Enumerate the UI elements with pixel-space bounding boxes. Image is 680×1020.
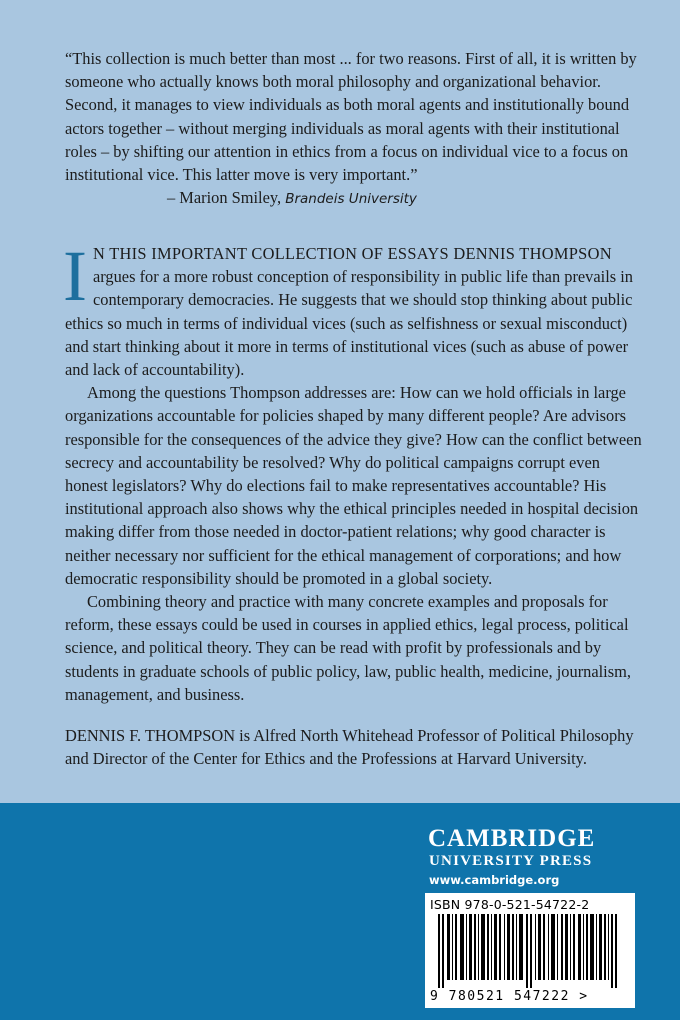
description-paragraph-3: Combining theory and practice with many concrete examples and proposals for reform, these essays could be used in courses in applied ethics, legal process, political science, and political theory. They can be read with profit by professionals and by students in graduate schools of public policy, law, public health, medicine, journalism, management, and business. [65,592,631,704]
book-description [63,236,645,770]
isbn-label: ISBN 978-0-521-54722-2 [430,897,590,912]
drop-cap: I [63,236,87,316]
quote-attribution [167,186,645,211]
barcode-icon [438,914,628,988]
description-paragraph-2: Among the questions Thompson addresses are: How can we hold officials in large organizations accountable for policies shaped by many different people? Are advisors responsible for the consequences of the advice they give? How can the conflict between secrecy and accountability be resolved? Why do political campaigns corrupt even honest legislators? Why do elections fail to make representatives accountable? His institutional approach also shows why the ethical principles needed in hospital decision making differ from those needed in doctor-patient relations; why good character is neither necessary nor sufficient for the ethical management of corporations; and how democratic responsibility should be promoted in a global society. [65,383,642,588]
barcode-digits: 9 780521 547222 > [430,989,589,1004]
author-bio: DENNIS F. THOMPSON is Alfred North Whitehead Professor of Political Philosophy and Director of the Center for Ethics and the Professions at Harvard University. [65,726,634,769]
attribution-affiliation: Brandeis University [285,191,417,208]
quote-text: “This collection is much better than most ... for two reasons. First of all, it is written by someone who actually knows both moral philosophy and organizational behavior. Second, it manages to view individuals as both moral agents and institutionally bound actors together – without merging individuals as moral agents with their institutional roles – by shifting our attention in ethics from a focus on individual vice to a focus on institutional vice. This latter move is very important.” [65,49,637,185]
paragraph-1-text: argues for a more robust conception of responsibility in public life than prevails in contemporary democracies. He suggests that we should stop thinking about public ethics so much in terms of individual vices (such as selfishness or sexual misconduct) and start thinking about it more in terms of institutional vices (such as abuse of power and lack of accountability). [65,267,633,380]
lead-caps: N THIS IMPORTANT COLLECTION OF ESSAYS DENNIS THOMPSON [92,244,612,263]
attribution-name: – Marion Smiley, [167,188,286,208]
publisher-logo-name: CAMBRIDGE [428,825,596,852]
endorsement-quote [65,47,645,211]
description-paragraph-1 [63,236,645,381]
publisher-logo-subtitle: UNIVERSITY PRESS [429,853,593,869]
publisher-url: www.cambridge.org [429,873,560,887]
